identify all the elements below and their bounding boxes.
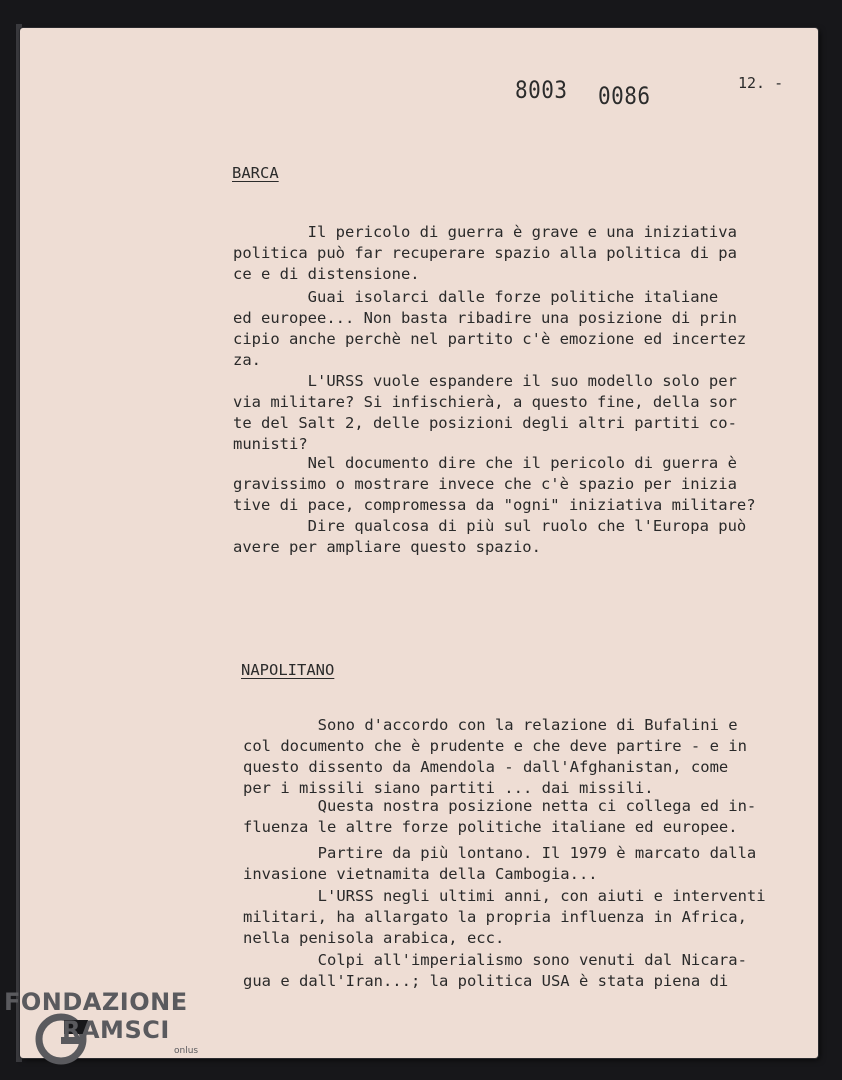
speaker-heading-napolitano: NAPOLITANO bbox=[241, 661, 335, 679]
page-number: 12. - bbox=[738, 74, 784, 92]
speaker-heading-barca: BARCA bbox=[232, 164, 279, 182]
fondazione-gramsci-logo bbox=[4, 988, 214, 1068]
paragraph: Questa nostra posizione netta ci collega ed in- fluenza le altre forze politiche italiane ed europee. bbox=[243, 797, 757, 836]
paragraph: Partire da più lontano. Il 1979 è marcato dalla invasione vietnamita della Cambogia... bbox=[243, 844, 757, 883]
paragraph: Nel documento dire che il pericolo di guerra è gravissimo o mostrare invece che c'è spazio per inizia tive di pace, compromessa da "ogni" iniziativa militare? bbox=[233, 454, 756, 514]
paragraph: Guai isolarci dalle forze politiche italiane ed europee... Non basta ribadire una posizione di prin cipio anche perchè nel partito c'è emozione ed incertez za. bbox=[233, 288, 747, 369]
logo-text-line2: RAMSCI bbox=[62, 1016, 170, 1044]
paragraph: Dire qualcosa di più sul ruolo che l'Europa può avere per ampliare questo spazio. bbox=[233, 517, 747, 556]
paragraph: L'URSS negli ultimi anni, con aiuti e interventi militari, ha allargato la propria influenza in Africa, nella penisola arabica, ecc. bbox=[243, 887, 766, 947]
paragraph: Colpi all'imperialismo sono venuti dal Nicara- gua e dall'Iran...; la politica USA è stata piena di bbox=[243, 951, 747, 990]
paragraph: L'URSS vuole espandere il suo modello solo per via militare? Si infischierà, a questo fine, della sor te del Salt 2, delle posizioni degli altri partiti co- munisti? bbox=[233, 372, 737, 453]
archive-stamp-right: 0086 bbox=[598, 82, 651, 110]
paragraph: Il pericolo di guerra è grave e una iniziativa politica può far recuperare spazio alla politica di pa ce e di distensione. bbox=[233, 223, 737, 283]
logo-text-line1: FONDAZIONE bbox=[4, 988, 188, 1016]
archive-stamp-left: 8003 bbox=[515, 76, 568, 104]
logo-suffix: onlus bbox=[174, 1046, 199, 1056]
paragraph: Sono d'accordo con la relazione di Bufalini e col documento che è prudente e che deve partire - e in questo dissento da Amendola - dall'Afghanistan, come per i missili siano partiti ... dai missili. bbox=[243, 716, 747, 797]
